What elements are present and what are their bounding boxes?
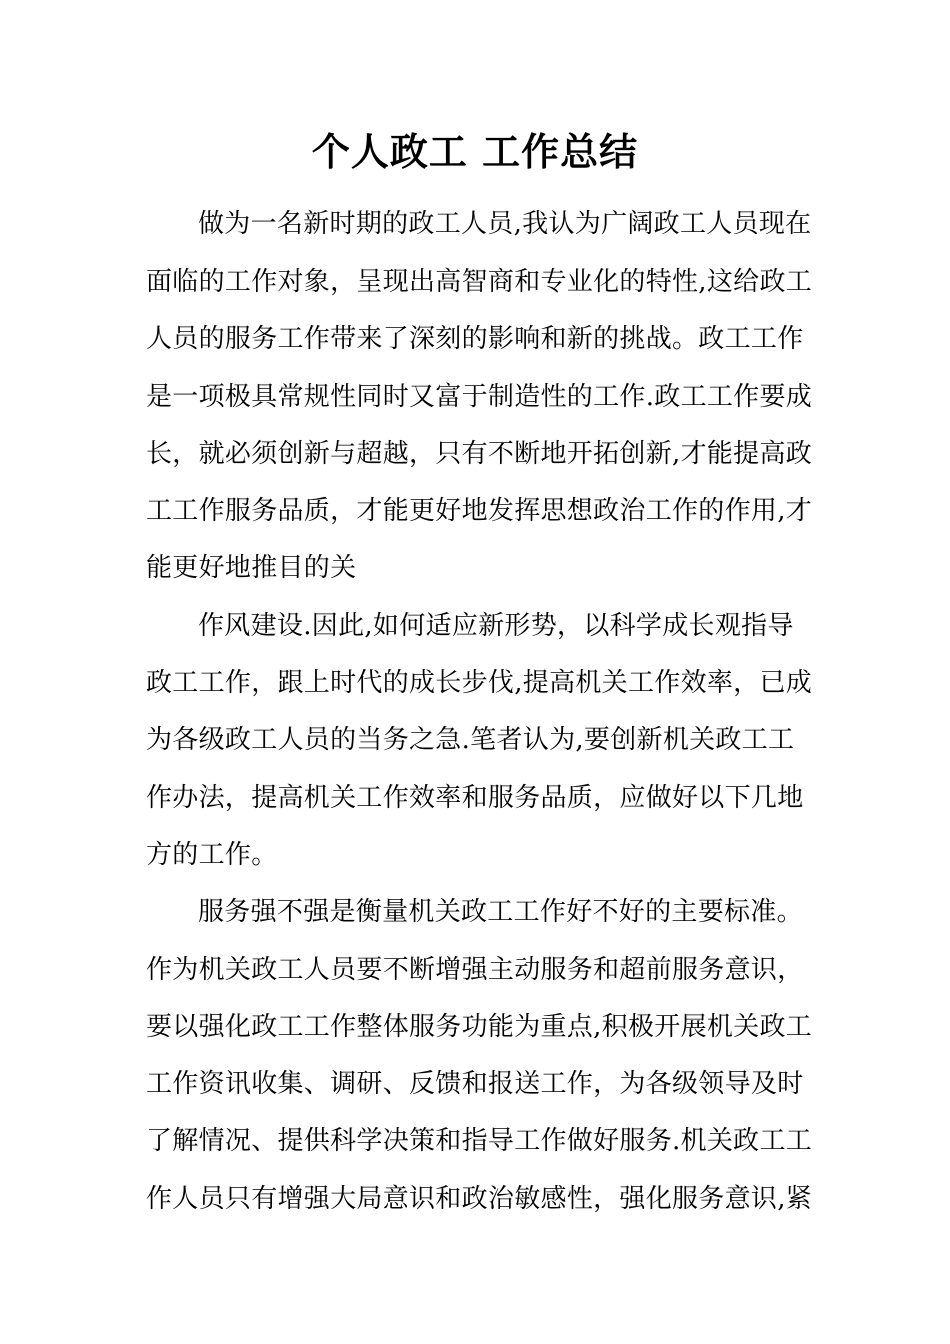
paragraph-line: 工工作服务品质，才能更好地发挥思想政治工作的作用,才 [146,496,813,526]
paragraph-line: 是一项极具常规性同时又富于制造性的工作.政工工作要成 [146,382,813,412]
paragraph-line: 方的工作。 [146,840,278,870]
paragraph-line: 政工工作，跟上时代的成长步伐,提高机关工作效率，已成 [146,668,813,698]
paragraph-line: 工作资讯收集、调研、反馈和报送工作，为各级领导及时 [146,1069,804,1099]
paragraph-line: 作办法，提高机关工作效率和服务品质，应做好以下几地 [146,783,804,813]
paragraph-line: 了解情况、提供科学决策和指导工作做好服务.机关政工工 [146,1126,813,1156]
paragraph-line: 人员的服务工作带来了深刻的影响和新的挑战。政工工作 [146,324,804,354]
paragraph-line: 作人员只有增强大局意识和政治敏感性，强化服务意识,紧 [146,1184,813,1214]
document-title: 个人政工 工作总结 [311,129,639,174]
paragraph-line: 作为机关政工人员要不断增强主动服务和超前服务意识， [146,955,804,985]
paragraph-line: 能更好地推目的关 [146,553,357,583]
paragraph-line: 长，就必须创新与超越，只有不断地开拓创新,才能提高政 [146,439,813,469]
paragraph-line: 为各级政工人员的当务之急.笔者认为,要创新机关政工工 [146,725,795,755]
paragraph-line: 面临的工作对象，呈现出高智商和专业化的特性,这给政工 [146,267,813,297]
paragraph-line: 要以强化政工工作整体服务功能为重点,积极开展机关政工 [146,1012,813,1042]
paragraph-line: 作风建设.因此,如何适应新形势，以科学成长观指导 [198,611,794,641]
paragraph-line: 做为一名新时期的政工人员,我认为广阔政工人员现在 [198,209,812,239]
paragraph-line: 服务强不强是衡量机关政工工作好不好的主要标准。 [198,897,803,927]
